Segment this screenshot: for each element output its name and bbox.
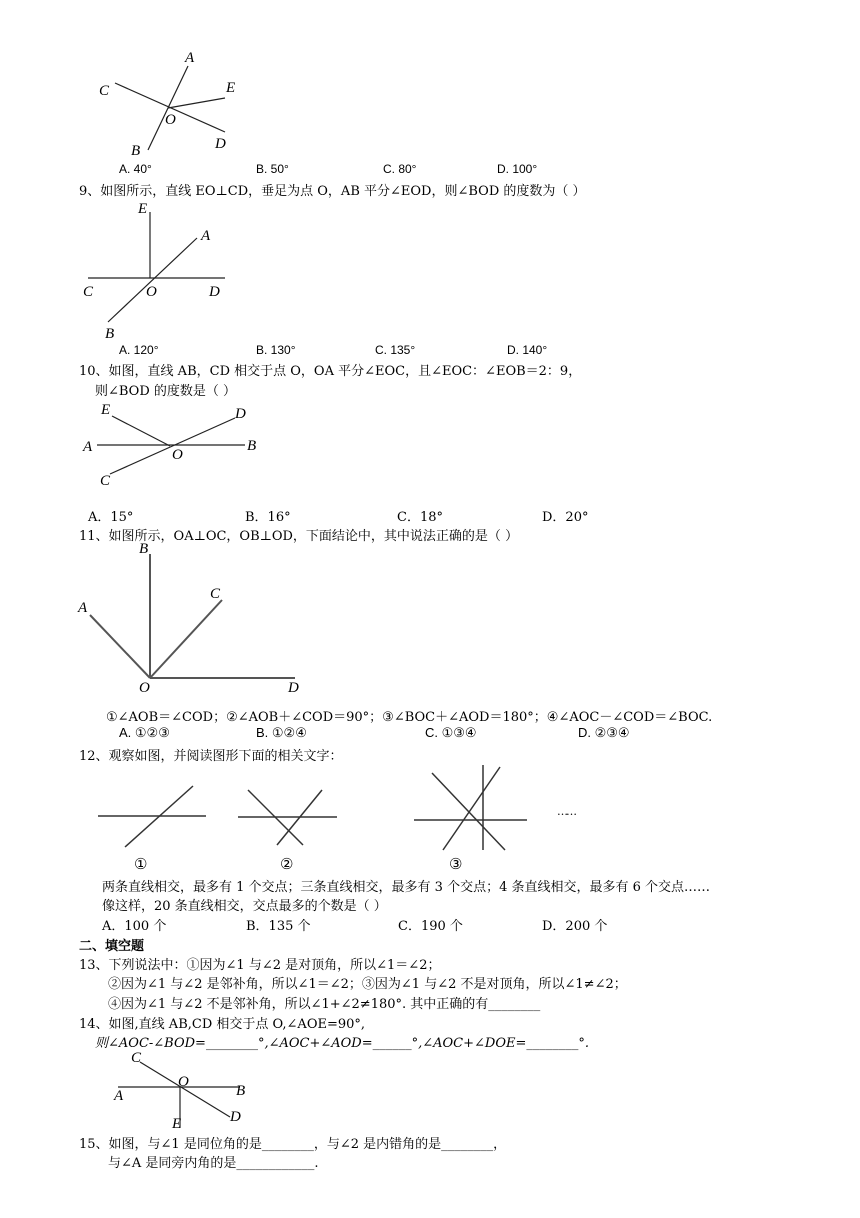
q11-option-c: C. ①③④ bbox=[425, 725, 477, 740]
q14-label-d: D bbox=[230, 1109, 241, 1125]
q12-description-line2: 像这样，20 条直线相交，交点最多的个数是（ ） bbox=[102, 899, 387, 914]
q12-option-a: A．100 个 bbox=[102, 919, 167, 934]
q8-option-d: D. 100° bbox=[497, 162, 538, 176]
q10-question-line2: 则∠BOD 的度数是（ ） bbox=[95, 384, 237, 399]
q11-label-b: B bbox=[139, 541, 149, 557]
q12-option-b: B．135 个 bbox=[246, 919, 311, 934]
q14-label-c: C bbox=[131, 1050, 142, 1066]
q11-label-d: D bbox=[288, 680, 299, 696]
q12-option-d: D．200 个 bbox=[542, 919, 608, 934]
q14-line2: 则∠AOC-∠BOD=________°,∠AOC+∠AOD=______°,∠AOC+∠DOE=________°. bbox=[95, 1036, 589, 1051]
q13-line2: ②因为∠1 与∠2 是邻补角，所以∠1＝∠2；③因为∠1 与∠2 不是对顶角，所以∠1≠∠2； bbox=[108, 977, 627, 992]
q12-figure-number-1: ① bbox=[134, 855, 148, 873]
q8-option-b: B. 50° bbox=[256, 162, 289, 176]
q9-question: 9、如图所示，直线 EO⊥CD，垂足为点 O，AB 平分∠EOD，则∠BOD 的度数为（ ） bbox=[79, 184, 586, 199]
q8-label-o: O bbox=[165, 112, 176, 128]
q15-line1: 15、如图，与∠1 是同位角的是________，与∠2 是内错角的是________， bbox=[79, 1137, 507, 1152]
q12-figure-number-2: ② bbox=[280, 855, 294, 873]
q13-line3: ④因为∠1 与∠2 不是邻补角，所以∠1+∠2≠180°. 其中正确的有________ bbox=[108, 997, 541, 1012]
q11-statements: ①∠AOB＝∠COD；②∠AOB＋∠COD＝90°；③∠BOC＋∠AOD＝180°；④∠AOC－∠COD＝∠BOC. bbox=[106, 710, 713, 725]
q8-label-c: C bbox=[99, 83, 110, 99]
q14-label-a: A bbox=[114, 1088, 124, 1104]
q8-label-d: D bbox=[215, 136, 226, 152]
q8-option-c: C. 80° bbox=[383, 162, 417, 176]
q10-label-o: O bbox=[172, 447, 183, 463]
q10-label-d: D bbox=[235, 406, 246, 422]
q10-option-c: C．18° bbox=[397, 510, 443, 525]
q10-label-a: A bbox=[83, 439, 93, 455]
q10-label-b: B bbox=[247, 438, 257, 454]
q10-question-line1: 10、如图，直线 AB，CD 相交于点 O，OA 平分∠EOC，且∠EOC：∠EOB＝2：9， bbox=[79, 364, 582, 379]
q9-label-e: E bbox=[138, 201, 148, 217]
q12-description-line1: 两条直线相交，最多有 1 个交点；三条直线相交，最多有 3 个交点；4 条直线相交，最多有 6 个交点…… bbox=[102, 880, 711, 895]
q8-label-b: B bbox=[131, 143, 141, 159]
q9-option-c: C. 135° bbox=[375, 343, 416, 357]
q9-option-a: A. 120° bbox=[119, 343, 159, 357]
q12-dots: …… bbox=[557, 805, 575, 818]
q10-label-e: E bbox=[101, 402, 111, 418]
q9-label-b: B bbox=[105, 326, 115, 342]
q10-option-d: D．20° bbox=[542, 510, 589, 525]
q12-option-c: C．190 个 bbox=[398, 919, 463, 934]
q9-option-d: D. 140° bbox=[507, 343, 548, 357]
q14-label-o: O bbox=[178, 1074, 189, 1090]
q11-option-b: B. ①②④ bbox=[256, 725, 307, 740]
q9-label-o: O bbox=[146, 284, 157, 300]
q14-label-e: E bbox=[172, 1116, 182, 1132]
q8-option-a: A. 40° bbox=[119, 162, 152, 176]
q12-question: 12、观察如图，并阅读图形下面的相关文字： bbox=[79, 749, 343, 764]
q12-figure-number-3: ③ bbox=[449, 855, 463, 873]
q11-label-a: A bbox=[78, 600, 88, 616]
q9-label-c: C bbox=[83, 284, 94, 300]
q14-label-b: B bbox=[236, 1083, 246, 1099]
q11-option-d: D. ②③④ bbox=[578, 725, 630, 740]
q11-question: 11、如图所示，OA⊥OC，OB⊥OD，下面结论中，其中说法正确的是（ ） bbox=[79, 529, 519, 544]
q10-label-c: C bbox=[100, 473, 111, 489]
q9-option-b: B. 130° bbox=[256, 343, 296, 357]
q10-option-b: B．16° bbox=[245, 510, 291, 525]
q9-label-d: D bbox=[209, 284, 220, 300]
q11-option-a: A. ①②③ bbox=[119, 725, 170, 740]
q15-line2: 与∠A 是同旁内角的是____________. bbox=[108, 1156, 319, 1171]
q11-label-o: O bbox=[139, 680, 150, 696]
q10-option-a: A．15° bbox=[88, 510, 134, 525]
section-title-fill-in: 二、填空题 bbox=[79, 939, 145, 954]
q9-label-a: A bbox=[201, 228, 211, 244]
q13-line1: 13、下列说法中：①因为∠1 与∠2 是对顶角，所以∠1＝∠2； bbox=[79, 958, 441, 973]
q8-label-a: A bbox=[185, 50, 195, 66]
q14-line1: 14、如图,直线 AB,CD 相交于点 O,∠AOE=90°, bbox=[79, 1017, 366, 1032]
q8-label-e: E bbox=[226, 80, 236, 96]
q11-label-c: C bbox=[210, 586, 221, 602]
